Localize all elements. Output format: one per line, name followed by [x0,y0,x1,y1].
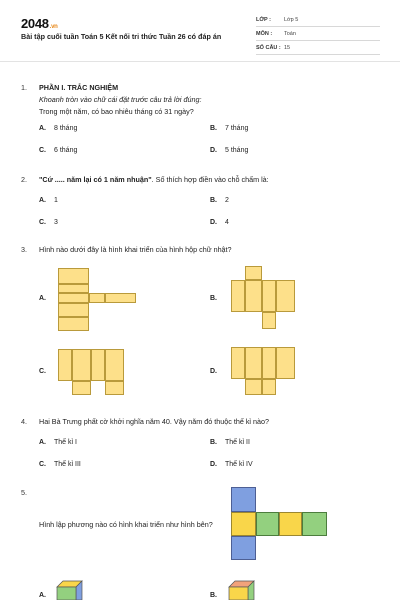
net-face [245,280,262,312]
net-face [276,280,295,312]
cube-option-a-image [54,578,84,600]
option-b[interactable]: B. Thế kỉ II [210,439,250,446]
net-face-blue-top [231,487,256,512]
option-b[interactable]: B. 2 [210,197,229,204]
net-face [105,349,124,381]
option-a[interactable]: A. [39,295,46,302]
net-face [58,349,72,381]
net-face [72,349,91,381]
option-d[interactable]: D. Thế kỉ IV [210,461,253,468]
net-face [245,266,262,280]
net-face [245,379,262,395]
net-face [58,303,89,317]
question-text: Hình lập phương nào có hình khai triển như hình bên? [39,520,213,529]
site-logo[interactable]: 2048.vn [21,16,58,31]
net-face [262,347,276,379]
option-a[interactable]: A. [39,592,46,599]
net-face [105,381,124,395]
option-b[interactable]: B. 7 tháng [210,125,249,132]
option-c[interactable]: C. Thế kỉ III [39,461,81,468]
option-b[interactable]: B. [210,295,217,302]
net-face [262,280,276,312]
option-a[interactable]: A. 1 [39,197,58,204]
net-face-yellow [231,512,256,536]
net-face [262,379,276,395]
net-face [105,293,136,303]
net-face [58,284,89,293]
net-face [231,280,245,312]
net-face-green [302,512,327,536]
meta-question-count: SỐ CÂU : 15 [256,43,380,55]
question-text: "Cứ ..... năm lại có 1 năm nhuận". Số thích hợp điền vào chỗ chấm là: [39,175,269,184]
net-face [91,349,105,381]
net-face [58,268,89,284]
option-d[interactable]: D. [210,368,217,375]
question-number: 3. [21,245,27,254]
option-c[interactable]: C. 3 [39,219,58,226]
net-face [58,317,89,331]
instruction-text: Khoanh tròn vào chữ cái đặt trước câu trả lời đúng: [39,95,202,104]
question-number: 4. [21,417,27,426]
net-face [231,347,245,379]
option-d[interactable]: D. 5 tháng [210,147,249,154]
question-text: Hai Bà Trưng phất cờ khởi nghĩa năm 40. Vậy năm đó thuộc thế kỉ nào? [39,417,269,426]
net-face [262,312,276,329]
option-c[interactable]: C. 6 tháng [39,147,78,154]
net-face-green [256,512,279,536]
section-heading: PHẦN I. TRẮC NGHIỆM [39,83,119,92]
net-face [89,293,105,303]
question-number: 2. [21,175,27,184]
meta-grade: LỚP : Lớp 5 [256,15,380,27]
question-text: Hình nào dưới đây là hình khai triển của hình hộp chữ nhật? [39,245,232,254]
net-face-yellow [279,512,302,536]
net-face [245,347,262,379]
option-a[interactable]: A. 8 tháng [39,125,78,132]
question-number: 5. [21,488,27,497]
meta-subject: MÔN : Toán [256,29,380,41]
page-header [0,0,400,62]
option-a[interactable]: A. Thế kỉ I [39,439,77,446]
option-b[interactable]: B. [210,592,217,599]
option-c[interactable]: C. [39,368,46,375]
net-face [72,381,91,395]
net-face-blue-bottom [231,536,256,560]
option-d[interactable]: D. 4 [210,219,229,226]
question-text: Trong một năm, có bao nhiêu tháng có 31 ngày? [39,107,194,116]
question-number: 1. [21,83,27,92]
net-face [58,293,89,303]
document-title: Bài tập cuối tuần Toán 5 Kết nối tri thức Tuần 26 có đáp án [21,32,222,41]
cube-option-b-image [226,578,256,600]
net-face [276,347,295,379]
